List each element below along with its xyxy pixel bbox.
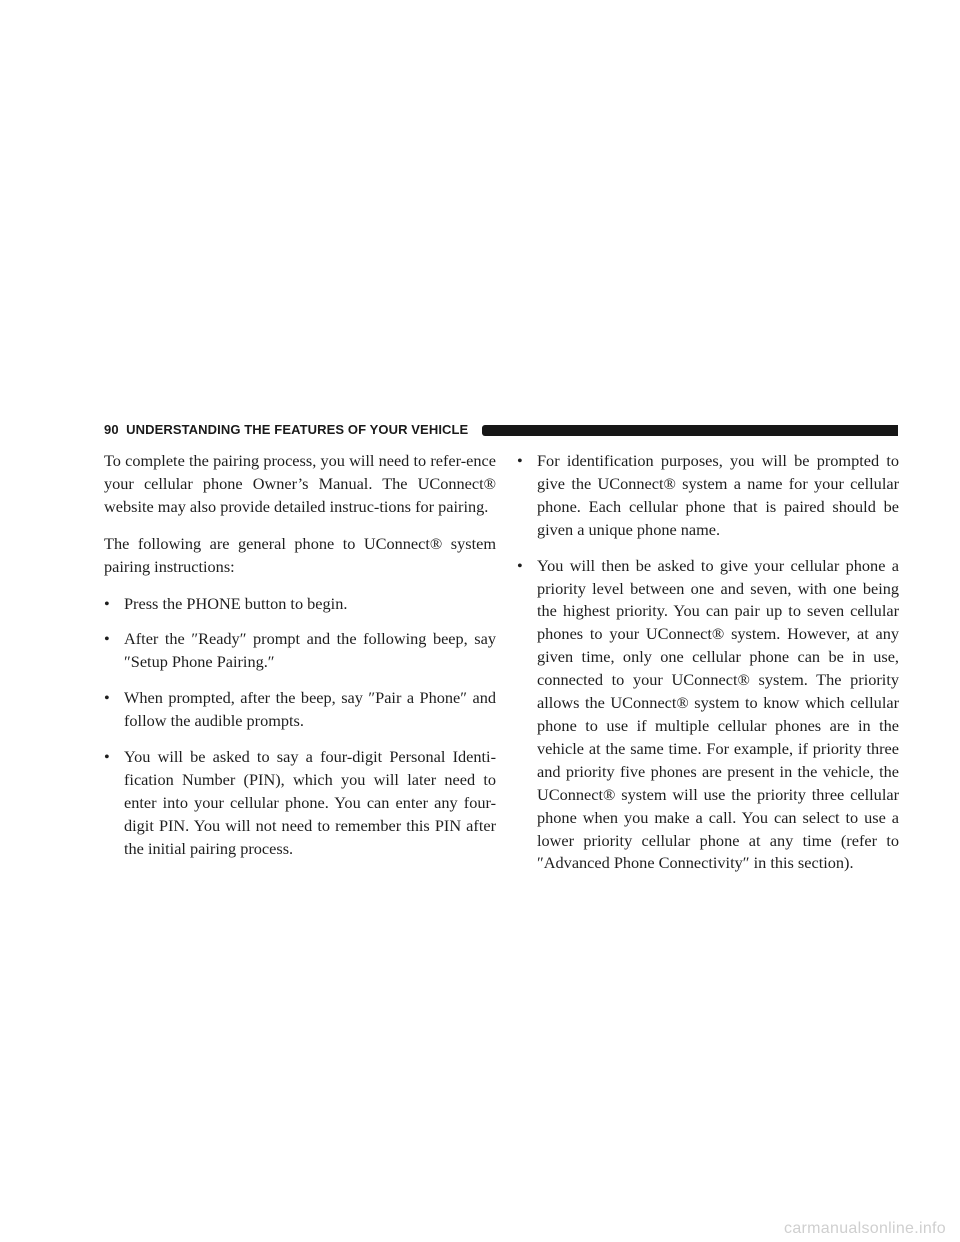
right-column (517, 450, 899, 888)
bullet-icon: • (517, 555, 523, 575)
list-item-text: You will then be asked to give your cellular phone a priority level between one and seven, with one being the highest priority. You can pair up to seven cellular phones to your UConnect® system. However, at any given time, only one cellular phone can be in use, connected to your UConnect® system. The priority allows the UConnect® system to know which cellular phone to use if multiple cellular phones are in the vehicle at the same time. For example, if priority three and priority five phones are present in the vehicle, the UConnect® system will use the priority three cellular phone when you make a call. You can select to use a lower priority cellular phone at any time (refer to ″Advanced Phone Connectivity″ in this section). (537, 555, 899, 873)
list-item (104, 593, 496, 616)
list-item (104, 687, 496, 733)
left-column (104, 450, 496, 874)
list-item (517, 555, 899, 876)
list-item (104, 746, 496, 861)
page-number: 90 (104, 422, 119, 437)
header-text (104, 422, 468, 437)
bullet-icon: • (104, 688, 110, 708)
page-header (104, 420, 898, 442)
list-item-text: Press the PHONE button to begin. (124, 593, 348, 613)
bullet-icon: • (517, 451, 523, 470)
list-item-text: When prompted, after the beep, say ″Pair a Phone″ and follow the audible prompts. (124, 688, 496, 731)
list-item-text: After the ″Ready″ prompt and the following beep, say ″Setup Phone Pairing.″ (124, 629, 496, 672)
list-item (104, 628, 496, 674)
watermark: carmanualsonline.info (784, 1220, 946, 1237)
bullet-icon: • (104, 593, 110, 613)
header-rule-bar (482, 425, 898, 436)
section-title: UNDERSTANDING THE FEATURES OF YOUR VEHICLE (126, 422, 469, 437)
list-item-text: You will be asked to say a four-digit Personal Identi-fication Number (PIN), which you will later need to enter into your cellular phone. You can enter any four-digit PIN. You will not need to remember this PIN after the initial pairing process. (124, 747, 496, 858)
list-item-text: For identification purposes, you will be prompted to give the UConnect® system a name for your cellular phone. Each cellular phone that is paired should be given a unique phone name. (537, 451, 899, 539)
bullet-icon: • (104, 747, 110, 767)
bullet-icon: • (104, 629, 110, 649)
instructions-intro-paragraph: The following are general phone to UConnect® system pairing instructions: (104, 533, 496, 576)
list-item (517, 450, 899, 542)
intro-paragraph: To complete the pairing process, you will need to refer-ence your cellular phone Owner’s Manual. The UConnect® website may also provide detailed instruc-tions for pairing. (104, 451, 496, 516)
